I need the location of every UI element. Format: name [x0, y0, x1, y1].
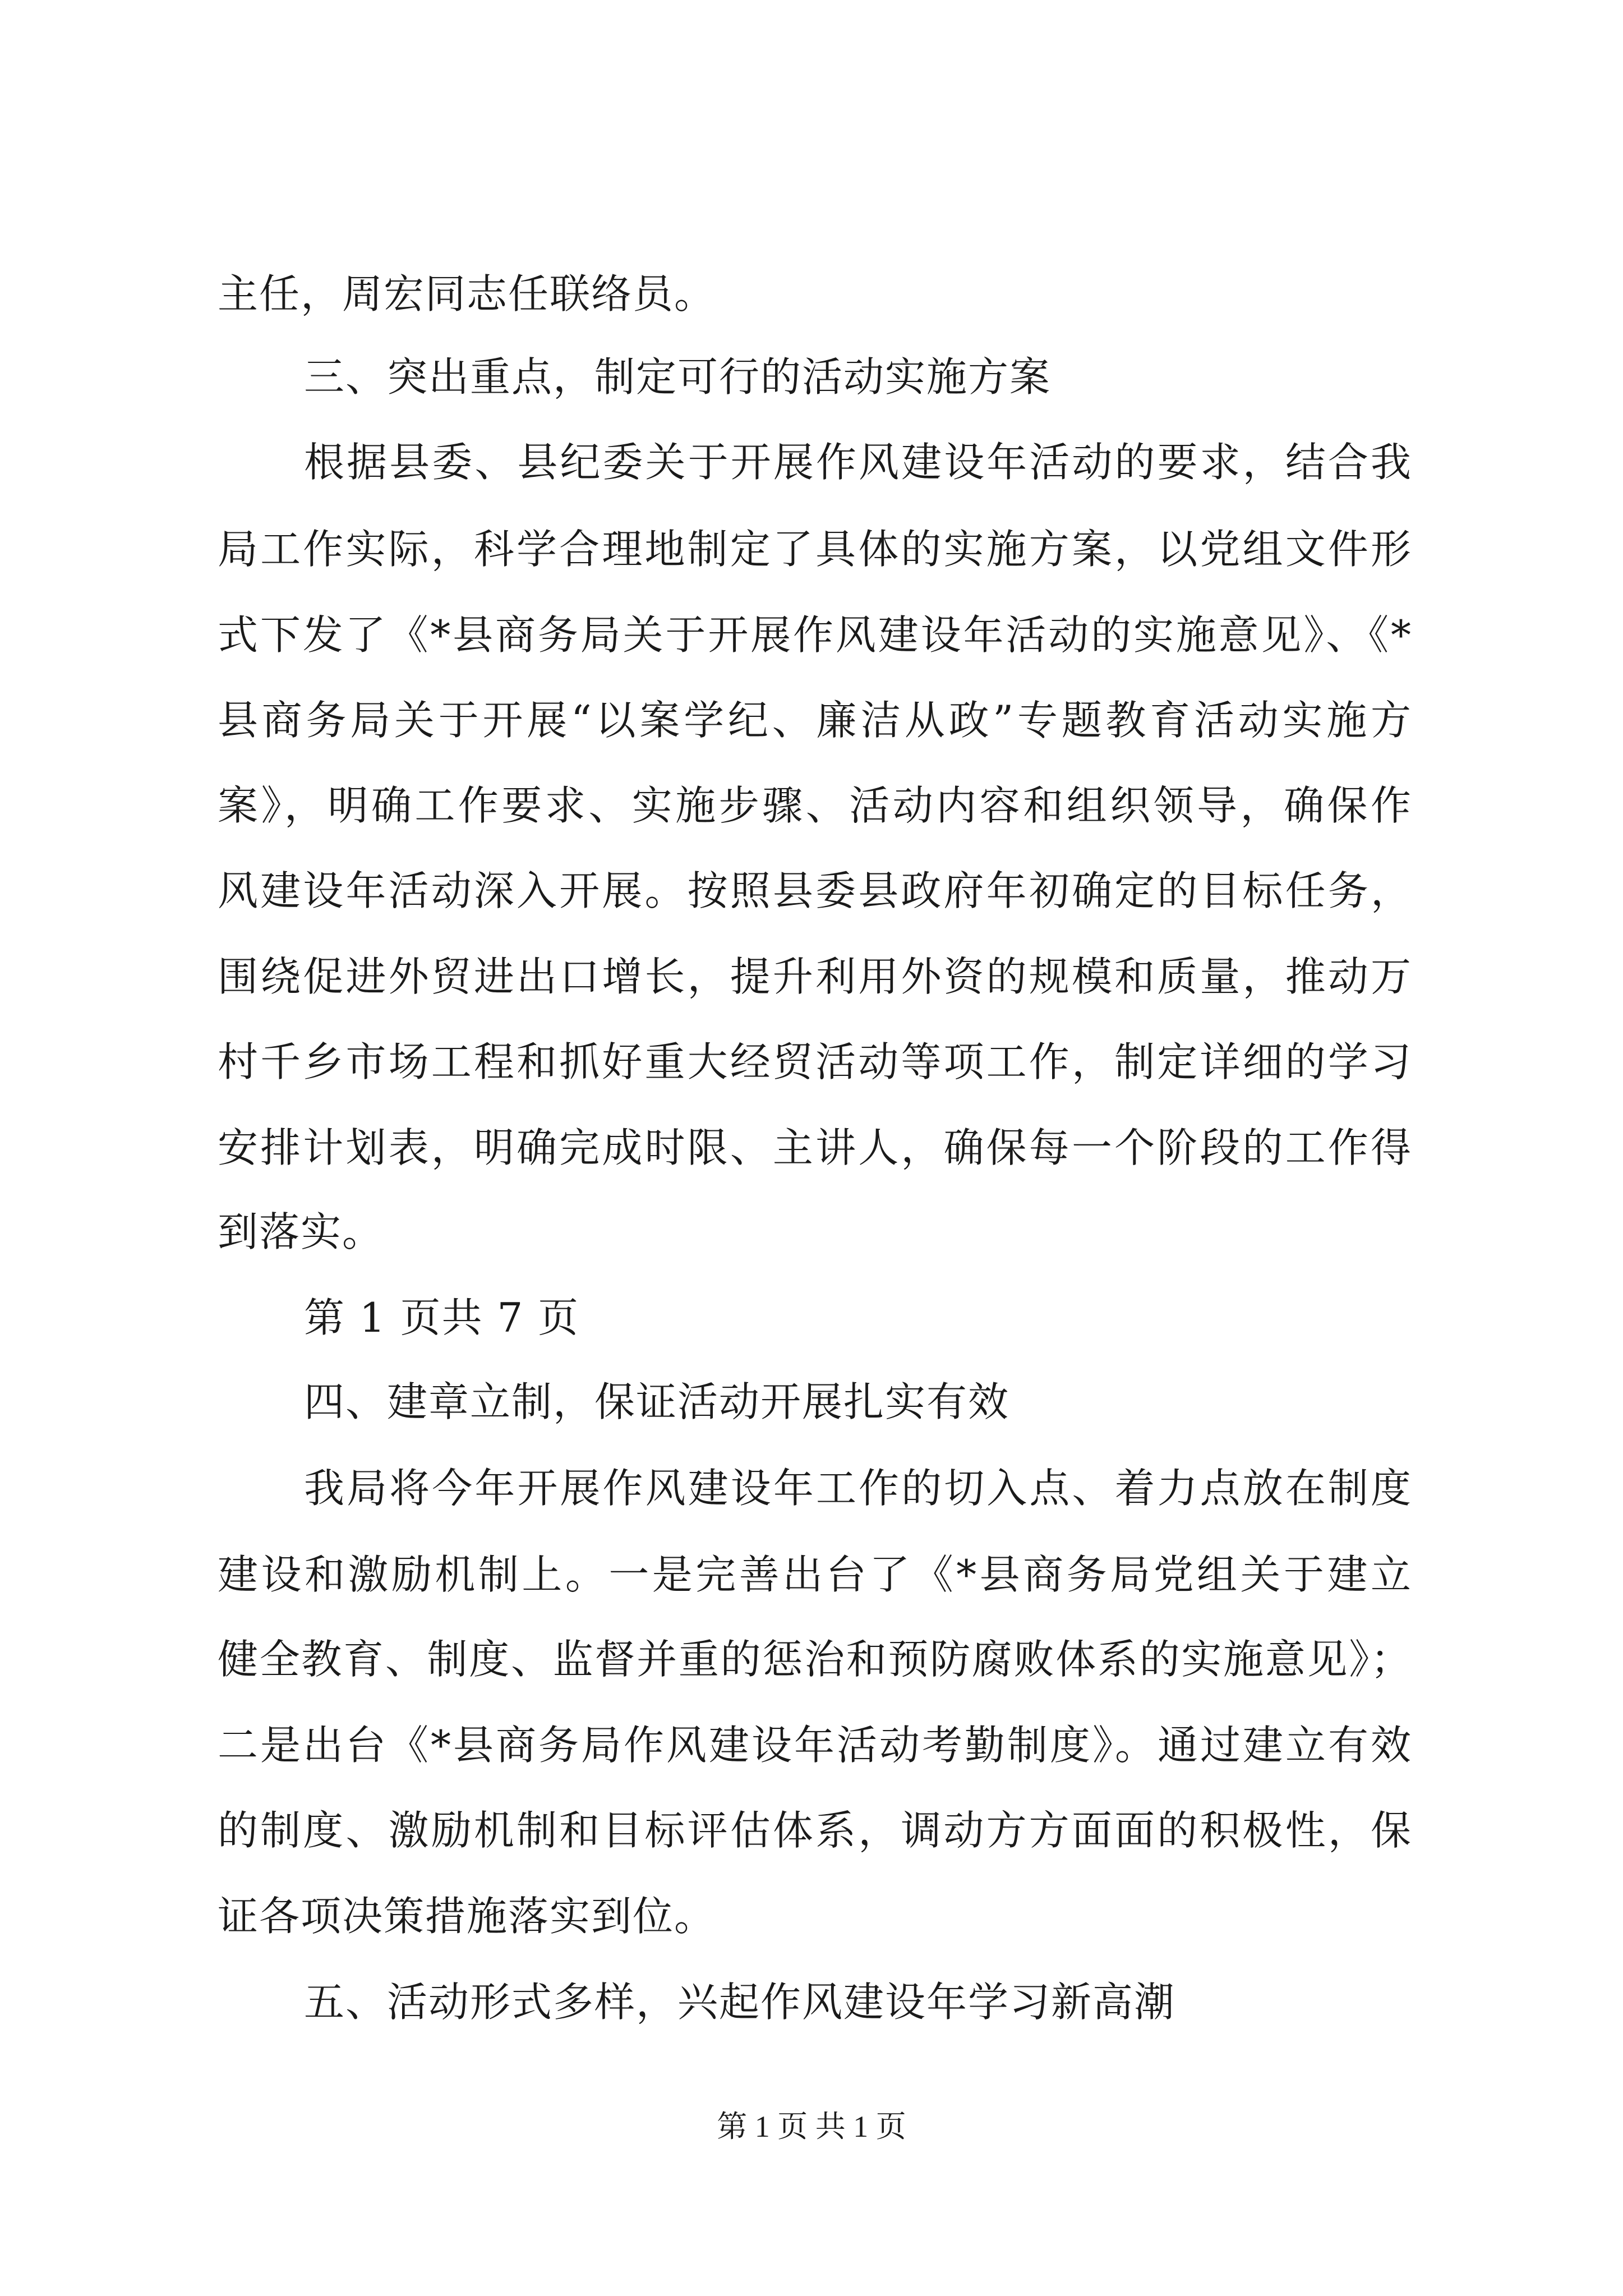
body-line: 围绕促进外贸进出口增长，提升利用外资的规模和质量，推动万: [218, 953, 1412, 1000]
section-heading: 四、建章立制，保证活动开展扎实有效: [304, 1378, 1010, 1425]
section-heading: 三、突出重点，制定可行的活动实施方案: [304, 353, 1052, 401]
body-line: 建设和激励机制上。一是完善出台了《*县商务局党组关于建立: [218, 1551, 1412, 1598]
body-line: 根据县委、县纪委关于开展作风建设年活动的要求，结合我: [304, 439, 1412, 486]
page-footer: 第 1 页 共 1 页: [717, 2110, 906, 2143]
page-number-text: 第 1 页共 7 页: [304, 1294, 580, 1341]
body-line: 我局将今年开展作风建设年工作的切入点、着力点放在制度: [304, 1465, 1412, 1512]
body-line: 式下发了《*县商务局关于开展作风建设年活动的实施意见》、《*: [218, 611, 1412, 659]
body-line: 健全教育、制度、监督并重的惩治和预防腐败体系的实施意见》；: [218, 1636, 1412, 1683]
body-line: 案》，明确工作要求、实施步骤、活动内容和组织领导，确保作: [218, 782, 1412, 829]
body-line: 安排计划表，明确完成时限、主讲人，确保每一个阶段的工作得: [218, 1124, 1412, 1171]
body-line: 局工作实际，科学合理地制定了具体的实施方案，以党组文件形: [218, 526, 1412, 573]
body-line: 县商务局关于开展“以案学纪、廉洁从政”专题教育活动实施方: [218, 697, 1412, 744]
body-line: 证各项决策措施落实到位。: [218, 1893, 716, 1940]
body-line: 到落实。: [218, 1208, 384, 1255]
body-line: 的制度、激励机制和目标评估体系，调动方方面面的积极性，保: [218, 1807, 1412, 1854]
body-line: 风建设年活动深入开展。按照县委县政府年初确定的目标任务，: [218, 867, 1412, 914]
body-line: 村千乡市场工程和抓好重大经贸活动等项工作，制定详细的学习: [218, 1038, 1412, 1085]
body-line: 主任，周宏同志任联络员。: [218, 270, 716, 318]
section-heading: 五、活动形式多样，兴起作风建设年学习新高潮: [304, 1978, 1176, 2026]
body-line: 二是出台《*县商务局作风建设年活动考勤制度》。通过建立有效: [218, 1722, 1412, 1769]
